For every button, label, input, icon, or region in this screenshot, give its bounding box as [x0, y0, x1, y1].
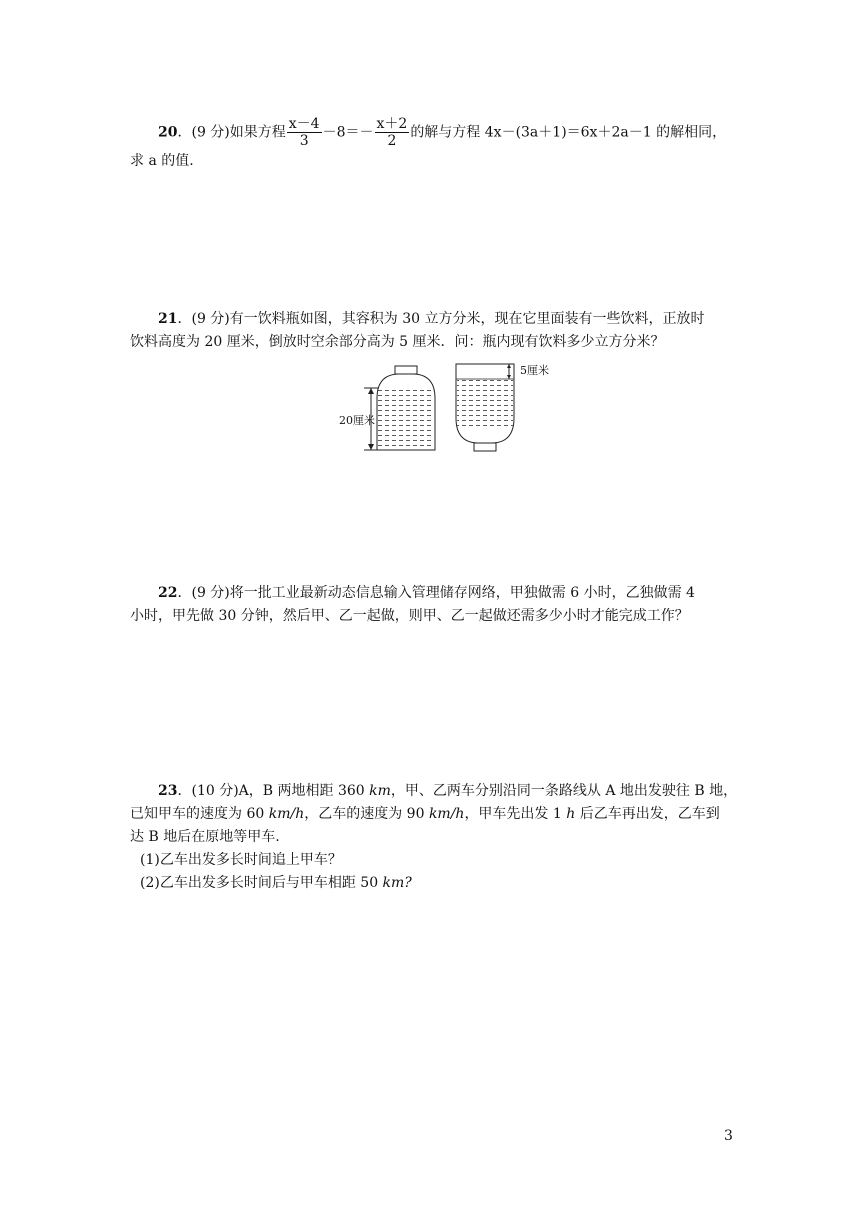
q23-unit-kmh-1: km/h — [268, 806, 305, 822]
q22-line1 — [158, 583, 695, 603]
q22-number: 22 — [158, 585, 178, 601]
q23-text-2d: 后乙车再出发，乙车到 — [575, 806, 720, 822]
q20-text-mid: －8＝－ — [322, 124, 374, 141]
page-number: 3 — [724, 1128, 733, 1144]
q23-number: 23 — [158, 783, 178, 799]
label-5cm: 5厘米 — [520, 364, 549, 377]
q21-text-1: ．(9 分)有一饮料瓶如图，其容积为 30 立方分米，现在它里面装有一些饮料，正放时 — [177, 311, 705, 327]
q23-text-2c: ，甲车先出发 1 — [464, 806, 567, 822]
q20-frac2-denominator: 2 — [387, 133, 397, 149]
q23-text-2b: ，乙车的速度为 90 — [304, 806, 429, 822]
q23-unit-kmh-2: km/h — [428, 806, 465, 822]
q20-line2: 求 a 的值. — [130, 153, 194, 169]
q23-text-1a: ．(10 分)A，B 两地相距 360 — [177, 783, 370, 799]
q20-frac1-denominator: 3 — [299, 133, 309, 149]
upright-bottle — [339, 366, 435, 450]
q23-line1 — [158, 781, 737, 801]
q23-text-2a: 已知甲车的速度为 60 — [130, 806, 269, 822]
q23-unit-km-2: km? — [382, 875, 412, 891]
q23-unit-h: h — [566, 806, 576, 822]
q20-fraction-2 — [375, 116, 410, 149]
q20-fraction-1 — [287, 116, 322, 149]
q20-text-post: 的解与方程 4x－(3a＋1)＝6x＋2a－1 的解相同， — [410, 124, 727, 141]
inverted-bottle — [456, 363, 549, 451]
q23-sub2-text: (2)乙车出发多长时间后与甲车相距 50 — [140, 875, 383, 891]
q20-number: 20 — [158, 124, 178, 141]
q23-sub1: (1)乙车出发多长时间追上甲车？ — [140, 852, 342, 868]
q20-frac2-numerator: x＋2 — [376, 116, 408, 132]
q20-frac1-numerator: x－4 — [288, 116, 320, 132]
q21-line2: 饮料高度为 20 厘米，倒放时空余部分高为 5 厘米．问：瓶内现有饮料多少立方分米？ — [130, 334, 665, 350]
q22-line2: 小时，甲先做 30 分钟，然后甲、乙一起做，则甲、乙一起做还需多少小时才能完成工作？ — [130, 608, 689, 624]
q21-line1 — [158, 309, 704, 329]
q20-text-pre: ．(9 分)如果方程 — [177, 124, 286, 141]
q23-unit-km: km — [369, 783, 391, 799]
q22-text-1: ．(9 分)将一批工业最新动态信息输入管理储存网络，甲独做需 6 小时，乙独做需 4 — [177, 585, 695, 601]
label-20cm: 20厘米 — [339, 414, 375, 427]
q23-sub2 — [140, 873, 412, 893]
bottle-figure — [0, 358, 860, 478]
q23-line3: 达 B 地后在原地等甲车. — [130, 829, 280, 845]
q21-number: 21 — [158, 311, 178, 327]
q23-line2 — [130, 804, 720, 824]
q20-line1 — [158, 116, 726, 149]
q23-text-1b: ，甲、乙两车分别沿同一条路线从 A 地出发驶往 B 地， — [390, 783, 738, 799]
